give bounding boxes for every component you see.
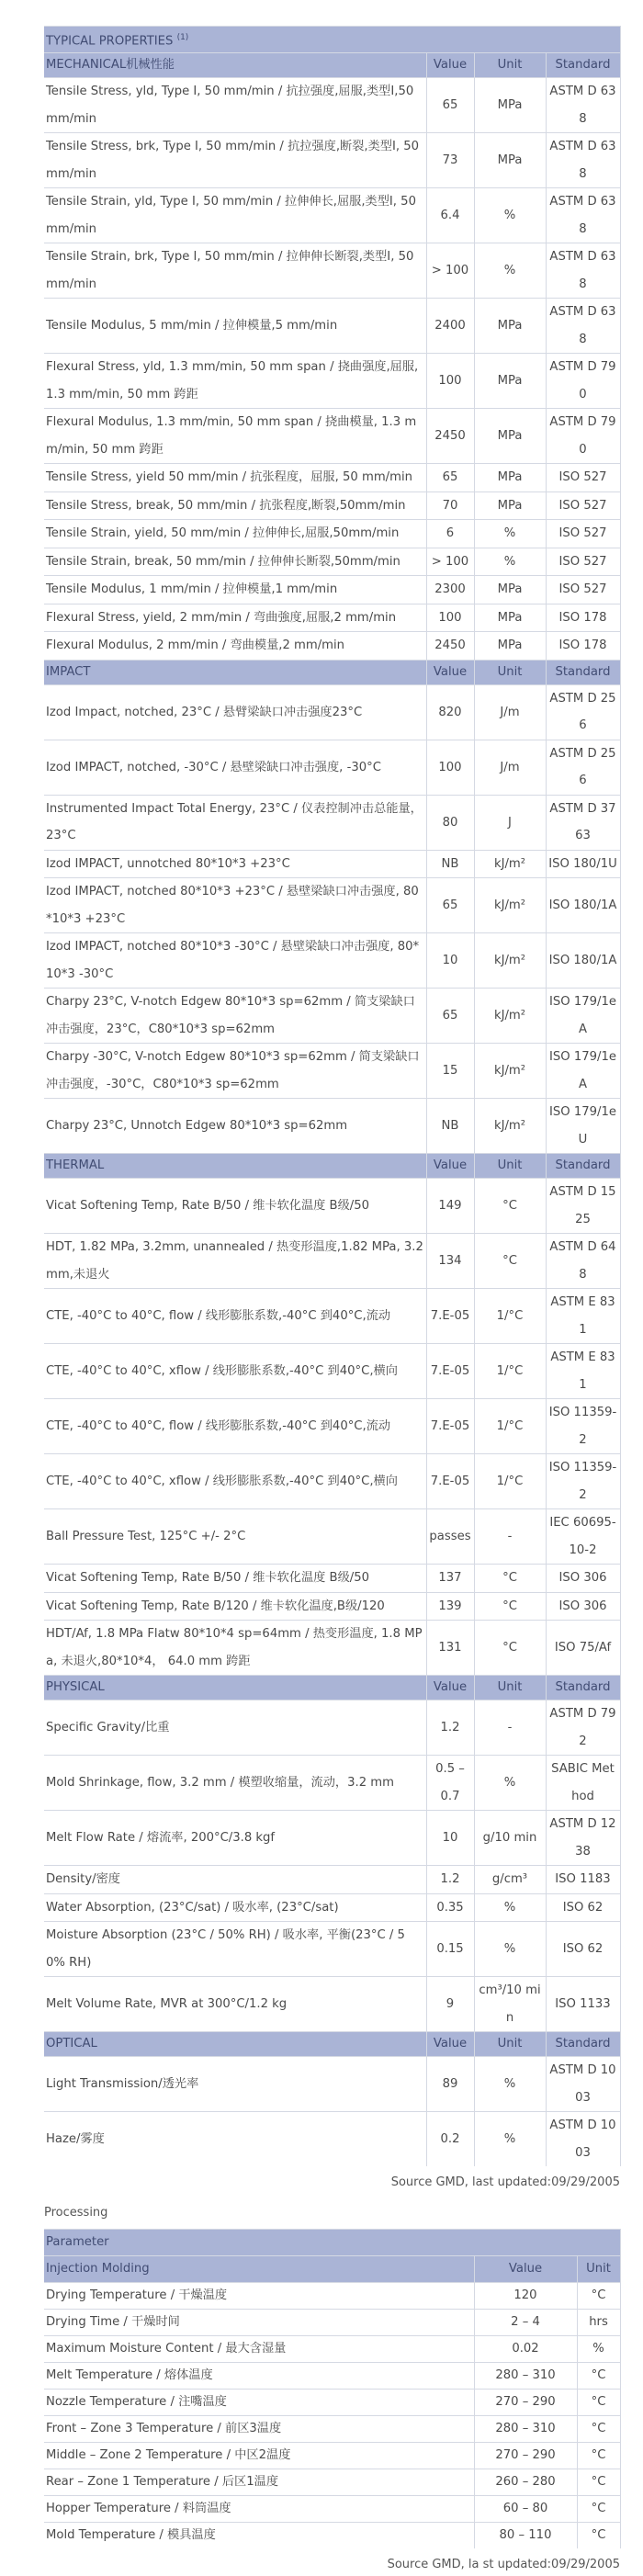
property-value: 2450 — [426, 409, 474, 464]
property-name: Vicat Softening Temp, Rate B/50 / 维卡软化温度 B级/50 — [44, 1179, 426, 1234]
property-name: CTE, -40°C to 40°C, xflow / 线形膨胀系数,-40°C 到40°C,横向 — [44, 1454, 426, 1509]
property-name: Mold Shrinkage, flow, 3.2 mm / 模塑收缩量，流动，3.2 mm — [44, 1756, 426, 1811]
property-standard: ISO 75/Af — [546, 1621, 620, 1676]
section-header — [44, 660, 620, 684]
property-name: Tensile Stress, yld, Type I, 50 mm/min / 抗拉强度,屈服,类型I,50 mm/min — [44, 78, 426, 133]
property-name: Water Absorption, (23°C/sat) / 吸水率, (23°C/sat) — [44, 1893, 426, 1922]
property-standard: IEC 60695-10-2 — [546, 1509, 620, 1565]
property-value: 89 — [426, 2057, 474, 2112]
property-standard: ISO 527 — [546, 520, 620, 548]
property-standard: ISO 62 — [546, 1922, 620, 1977]
col-value-header: Value — [426, 1676, 474, 1700]
processing-section-header — [44, 2256, 620, 2283]
property-row — [44, 576, 620, 604]
property-standard: ISO 527 — [546, 464, 620, 492]
property-value: 131 — [426, 1621, 474, 1676]
property-row — [44, 1922, 620, 1977]
property-row — [44, 1756, 620, 1811]
property-value: 139 — [426, 1592, 474, 1621]
property-unit: 1/°C — [474, 1344, 546, 1399]
property-unit: % — [474, 1756, 546, 1811]
property-value: passes — [426, 1509, 474, 1565]
property-unit: % — [474, 520, 546, 548]
property-unit: % — [474, 1893, 546, 1922]
property-unit: J — [474, 795, 546, 850]
col-unit-header: Unit — [474, 2032, 546, 2057]
property-standard: ISO 11359-2 — [546, 1399, 620, 1454]
property-standard: SABIC Method — [546, 1756, 620, 1811]
property-name: Izod Impact, notched, 23°C / 悬臂梁缺口冲击强度23°C — [44, 684, 426, 740]
property-standard: ASTM D 638 — [546, 133, 620, 188]
processing-row — [44, 2336, 620, 2363]
section-name: IMPACT — [44, 660, 426, 684]
property-row — [44, 133, 620, 188]
section-name: MECHANICAL机械性能 — [44, 53, 426, 78]
property-value: 7.E-05 — [426, 1454, 474, 1509]
processing-row — [44, 2310, 620, 2336]
processing-unit: °C — [577, 2390, 620, 2416]
property-value: 65 — [426, 78, 474, 133]
property-standard: ISO 179/1eA — [546, 1044, 620, 1099]
property-row — [44, 989, 620, 1044]
property-unit: g/10 min — [474, 1811, 546, 1866]
footnote-mark: (1) — [176, 33, 189, 42]
property-standard: ISO 306 — [546, 1565, 620, 1593]
processing-parameter: Rear – Zone 1 Temperature / 后区1温度 — [44, 2469, 474, 2496]
property-standard: ASTM D 1003 — [546, 2112, 620, 2167]
property-value: 9 — [426, 1977, 474, 2032]
property-value: 65 — [426, 989, 474, 1044]
property-unit: MPa — [474, 464, 546, 492]
property-row — [44, 520, 620, 548]
processing-unit: °C — [577, 2283, 620, 2310]
processing-row — [44, 2363, 620, 2390]
property-standard: ISO 527 — [546, 548, 620, 576]
property-unit: MPa — [474, 604, 546, 632]
property-name: Izod IMPACT, unnotched 80*10*3 +23°C — [44, 850, 426, 878]
property-row — [44, 188, 620, 243]
property-value: 10 — [426, 933, 474, 989]
property-value: 1.2 — [426, 1866, 474, 1894]
property-name: Flexural Stress, yield, 2 mm/min / 弯曲強度,屈服,2 mm/min — [44, 604, 426, 632]
processing-value: 270 – 290 — [474, 2443, 577, 2469]
property-unit: % — [474, 188, 546, 243]
property-value: 0.15 — [426, 1922, 474, 1977]
processing-parameter-label: Parameter — [44, 2230, 620, 2256]
property-standard: ISO 527 — [546, 491, 620, 520]
section-name: OPTICAL — [44, 2032, 426, 2057]
processing-parameter-header — [44, 2230, 620, 2256]
section-name: PHYSICAL — [44, 1676, 426, 1700]
processing-unit: hrs — [577, 2310, 620, 2336]
property-standard: ISO 11359-2 — [546, 1454, 620, 1509]
property-standard: ASTM D 638 — [546, 78, 620, 133]
property-row — [44, 1344, 620, 1399]
property-name: Melt Volume Rate, MVR at 300°C/1.2 kg — [44, 1977, 426, 2032]
property-value: 2400 — [426, 299, 474, 354]
col-unit-header: Unit — [474, 660, 546, 684]
property-unit: °C — [474, 1179, 546, 1234]
property-name: Tensile Strain, break, 50 mm/min / 拉伸伸长断裂,50mm/min — [44, 548, 426, 576]
property-unit: 1/°C — [474, 1454, 546, 1509]
col-standard-header: Standard — [546, 1154, 620, 1179]
property-row — [44, 740, 620, 795]
property-value: > 100 — [426, 548, 474, 576]
property-name: CTE, -40°C to 40°C, xflow / 线形膨胀系数,-40°C 到40°C,横向 — [44, 1344, 426, 1399]
property-name: Tensile Stress, break, 50 mm/min / 抗张程度,断裂,50mm/min — [44, 491, 426, 520]
property-row — [44, 1099, 620, 1154]
property-row — [44, 2112, 620, 2167]
processing-col-value: Value — [474, 2256, 577, 2283]
property-row — [44, 548, 620, 576]
property-unit: % — [474, 548, 546, 576]
processing-source-note: Source GMD, la st updated:09/29/2005 — [387, 2558, 620, 2572]
property-value: 100 — [426, 740, 474, 795]
property-unit: g/cm³ — [474, 1866, 546, 1894]
property-row — [44, 491, 620, 520]
processing-row — [44, 2469, 620, 2496]
processing-value: 60 – 80 — [474, 2496, 577, 2523]
property-name: Tensile Strain, brk, Type I, 50 mm/min / 拉伸伸长断裂,类型I, 50 mm/min — [44, 243, 426, 299]
property-row — [44, 1866, 620, 1894]
processing-parameter: Drying Time / 干燥时间 — [44, 2310, 474, 2336]
property-name: Light Transmission/透光率 — [44, 2057, 426, 2112]
property-row — [44, 299, 620, 354]
property-name: CTE, -40°C to 40°C, flow / 线形膨胀系数,-40°C 到40°C,流动 — [44, 1289, 426, 1344]
property-standard: ASTM D 638 — [546, 299, 620, 354]
property-value: 0.5 – 0.7 — [426, 1756, 474, 1811]
processing-unit: °C — [577, 2443, 620, 2469]
processing-value: 270 – 290 — [474, 2390, 577, 2416]
processing-row — [44, 2416, 620, 2443]
property-row — [44, 1509, 620, 1565]
processing-unit: °C — [577, 2523, 620, 2549]
property-standard: ISO 1133 — [546, 1977, 620, 2032]
property-unit: - — [474, 1700, 546, 1756]
property-value: 65 — [426, 878, 474, 933]
property-name: HDT/Af, 1.8 MPa Flatw 80*10*4 sp=64mm / 热变形温度, 1.8 MPa, 未退火,80*10*4， 64.0 mm 跨距 — [44, 1621, 426, 1676]
property-standard: ISO 180/1U — [546, 850, 620, 878]
property-unit: % — [474, 2057, 546, 2112]
property-row — [44, 243, 620, 299]
col-unit-header: Unit — [474, 1154, 546, 1179]
property-unit: MPa — [474, 78, 546, 133]
processing-row — [44, 2523, 620, 2549]
processing-row — [44, 2496, 620, 2523]
processing-parameter: Nozzle Temperature / 注嘴温度 — [44, 2390, 474, 2416]
property-value: 134 — [426, 1234, 474, 1289]
property-unit: J/m — [474, 740, 546, 795]
col-unit-header: Unit — [474, 1676, 546, 1700]
property-unit: MPa — [474, 491, 546, 520]
property-row — [44, 1592, 620, 1621]
property-row — [44, 1565, 620, 1593]
property-row — [44, 464, 620, 492]
col-standard-header: Standard — [546, 2032, 620, 2057]
property-name: Charpy 23°C, V-notch Edgew 80*10*3 sp=62mm / 简支梁缺口冲击强度，23°C，C80*10*3 sp=62mm — [44, 989, 426, 1044]
property-value: 6 — [426, 520, 474, 548]
property-standard: ASTM D 790 — [546, 409, 620, 464]
typical-properties-table — [44, 26, 621, 2166]
property-standard: ASTM D 792 — [546, 1700, 620, 1756]
processing-value: 120 — [474, 2283, 577, 2310]
col-standard-header: Standard — [546, 1676, 620, 1700]
property-name: Tensile Stress, yield 50 mm/min / 抗张程度，屈服, 50 mm/min — [44, 464, 426, 492]
property-name: Tensile Modulus, 1 mm/min / 拉伸模量,1 mm/min — [44, 576, 426, 604]
property-name: Charpy -30°C, V-notch Edgew 80*10*3 sp=62mm / 简支梁缺口冲击强度，-30°C，C80*10*3 sp=62mm — [44, 1044, 426, 1099]
processing-value: 280 – 310 — [474, 2416, 577, 2443]
processing-value: 2 – 4 — [474, 2310, 577, 2336]
property-standard: ASTM D 256 — [546, 740, 620, 795]
processing-value: 280 – 310 — [474, 2363, 577, 2390]
processing-unit: °C — [577, 2496, 620, 2523]
property-standard: ISO 306 — [546, 1592, 620, 1621]
processing-row — [44, 2443, 620, 2469]
property-name: Tensile Strain, yield, 50 mm/min / 拉伸伸长,屈服,50mm/min — [44, 520, 426, 548]
property-name: HDT, 1.82 MPa, 3.2mm, unannealed / 热变形温度,1.82 MPa, 3.2mm,未退火 — [44, 1234, 426, 1289]
processing-parameter: Middle – Zone 2 Temperature / 中区2温度 — [44, 2443, 474, 2469]
property-unit: - — [474, 1509, 546, 1565]
property-row — [44, 1893, 620, 1922]
property-value: 820 — [426, 684, 474, 740]
col-value-header: Value — [426, 660, 474, 684]
property-standard: ASTM E 831 — [546, 1289, 620, 1344]
property-value: NB — [426, 1099, 474, 1154]
property-value: 7.E-05 — [426, 1399, 474, 1454]
property-unit: kJ/m² — [474, 878, 546, 933]
property-unit: kJ/m² — [474, 933, 546, 989]
col-value-header: Value — [426, 53, 474, 78]
property-value: 0.2 — [426, 2112, 474, 2167]
processing-unit: °C — [577, 2416, 620, 2443]
property-standard: ASTM D 638 — [546, 243, 620, 299]
property-value: 137 — [426, 1565, 474, 1593]
property-unit: MPa — [474, 299, 546, 354]
property-row — [44, 1977, 620, 2032]
property-value: 2450 — [426, 632, 474, 661]
property-unit: kJ/m² — [474, 850, 546, 878]
property-row — [44, 354, 620, 409]
property-name: Specific Gravity/比重 — [44, 1700, 426, 1756]
property-name: Flexural Modulus, 2 mm/min / 弯曲模量,2 mm/min — [44, 632, 426, 661]
typical-properties-header — [44, 27, 620, 53]
typical-source-note: Source GMD, last updated:09/29/2005 — [390, 2175, 620, 2190]
section-header — [44, 53, 620, 78]
property-name: Ball Pressure Test, 125°C +/- 2°C — [44, 1509, 426, 1565]
property-standard: ISO 1183 — [546, 1866, 620, 1894]
property-standard: ISO 179/1eA — [546, 989, 620, 1044]
property-name: Vicat Softening Temp, Rate B/50 / 维卡软化温度 B级/50 — [44, 1565, 426, 1593]
property-unit: kJ/m² — [474, 1044, 546, 1099]
property-row — [44, 604, 620, 632]
section-header — [44, 2032, 620, 2057]
property-name: Flexural Stress, yld, 1.3 mm/min, 50 mm span / 挠曲强度,屈服, 1.3 mm/min, 50 mm 跨距 — [44, 354, 426, 409]
processing-unit: % — [577, 2336, 620, 2363]
property-name: Izod IMPACT, notched, -30°C / 悬壁梁缺口冲击强度, -30°C — [44, 740, 426, 795]
property-row — [44, 1289, 620, 1344]
section-header — [44, 1154, 620, 1179]
property-value: 73 — [426, 133, 474, 188]
property-unit: MPa — [474, 409, 546, 464]
processing-parameter: Melt Temperature / 熔体温度 — [44, 2363, 474, 2390]
property-standard: ASTM D 1525 — [546, 1179, 620, 1234]
property-value: 1.2 — [426, 1700, 474, 1756]
processing-col-unit: Unit — [577, 2256, 620, 2283]
property-unit: kJ/m² — [474, 989, 546, 1044]
property-row — [44, 2057, 620, 2112]
col-standard-header: Standard — [546, 53, 620, 78]
property-unit: °C — [474, 1565, 546, 1593]
property-unit: MPa — [474, 632, 546, 661]
property-unit: °C — [474, 1234, 546, 1289]
property-value: 149 — [426, 1179, 474, 1234]
property-standard: ASTM D 648 — [546, 1234, 620, 1289]
property-name: Moisture Absorption (23°C / 50% RH) / 吸水率, 平衡(23°C / 50% RH) — [44, 1922, 426, 1977]
property-unit: cm³/10 min — [474, 1977, 546, 2032]
processing-title: Processing — [44, 2206, 108, 2220]
property-name: Vicat Softening Temp, Rate B/120 / 维卡软化温度,B级/120 — [44, 1592, 426, 1621]
processing-section-name: Injection Molding — [44, 2256, 474, 2283]
property-unit: MPa — [474, 354, 546, 409]
property-row — [44, 1179, 620, 1234]
property-unit: MPa — [474, 576, 546, 604]
property-name: Melt Flow Rate / 熔流率, 200°C/3.8 kgf — [44, 1811, 426, 1866]
property-name: Charpy 23°C, Unnotch Edgew 80*10*3 sp=62mm — [44, 1099, 426, 1154]
section-header — [44, 1676, 620, 1700]
property-row — [44, 850, 620, 878]
property-value: 100 — [426, 354, 474, 409]
property-standard: ASTM D 256 — [546, 684, 620, 740]
processing-value: 260 – 280 — [474, 2469, 577, 2496]
property-row — [44, 684, 620, 740]
processing-value: 80 – 110 — [474, 2523, 577, 2549]
property-row — [44, 878, 620, 933]
property-value: 80 — [426, 795, 474, 850]
property-row — [44, 409, 620, 464]
col-value-header: Value — [426, 2032, 474, 2057]
property-name: CTE, -40°C to 40°C, flow / 线形膨胀系数,-40°C 到40°C,流动 — [44, 1399, 426, 1454]
property-value: 7.E-05 — [426, 1289, 474, 1344]
property-unit: kJ/m² — [474, 1099, 546, 1154]
property-row — [44, 1811, 620, 1866]
property-standard: ISO 527 — [546, 576, 620, 604]
property-name: Izod IMPACT, notched 80*10*3 -30°C / 悬壁梁缺口冲击强度, 80*10*3 -30°C — [44, 933, 426, 989]
property-standard: ASTM D 790 — [546, 354, 620, 409]
col-unit-header: Unit — [474, 53, 546, 78]
property-row — [44, 933, 620, 989]
property-value: 70 — [426, 491, 474, 520]
property-standard: ASTM D 1003 — [546, 2057, 620, 2112]
processing-value: 0.02 — [474, 2336, 577, 2363]
property-standard: ISO 180/1A — [546, 933, 620, 989]
property-standard: ISO 179/1eU — [546, 1099, 620, 1154]
processing-unit: °C — [577, 2363, 620, 2390]
property-unit: MPa — [474, 133, 546, 188]
property-row — [44, 1454, 620, 1509]
property-row — [44, 78, 620, 133]
property-name: Flexural Modulus, 1.3 mm/min, 50 mm span / 挠曲模量, 1.3 mm/min, 50 mm 跨距 — [44, 409, 426, 464]
property-row — [44, 1234, 620, 1289]
property-name: Haze/雾度 — [44, 2112, 426, 2167]
property-standard: ASTM D 1238 — [546, 1811, 620, 1866]
property-value: 65 — [426, 464, 474, 492]
typical-properties-title: TYPICAL PROPERTIES — [46, 34, 174, 49]
property-name: Tensile Modulus, 5 mm/min / 拉伸模量,5 mm/min — [44, 299, 426, 354]
property-value: 0.35 — [426, 1893, 474, 1922]
processing-parameter: Front – Zone 3 Temperature / 前区3温度 — [44, 2416, 474, 2443]
property-unit: % — [474, 243, 546, 299]
col-value-header: Value — [426, 1154, 474, 1179]
property-standard: ASTM E 831 — [546, 1344, 620, 1399]
datasheet — [44, 26, 620, 2576]
property-standard: ISO 178 — [546, 632, 620, 661]
processing-row — [44, 2283, 620, 2310]
processing-unit: °C — [577, 2469, 620, 2496]
property-standard: ISO 180/1A — [546, 878, 620, 933]
processing-table — [44, 2229, 621, 2548]
property-unit: °C — [474, 1592, 546, 1621]
processing-parameter: Hopper Temperature / 料筒温度 — [44, 2496, 474, 2523]
property-row — [44, 795, 620, 850]
section-name: THERMAL — [44, 1154, 426, 1179]
property-name: Tensile Strain, yld, Type I, 50 mm/min / 拉伸伸长,屈服,类型I, 50 mm/min — [44, 188, 426, 243]
processing-parameter: Maximum Moisture Content / 最大含湿量 — [44, 2336, 474, 2363]
processing-row — [44, 2390, 620, 2416]
property-name: Density/密度 — [44, 1866, 426, 1894]
property-name: Tensile Stress, brk, Type I, 50 mm/min / 抗拉强度,断裂,类型I, 50 mm/min — [44, 133, 426, 188]
property-row — [44, 1044, 620, 1099]
property-unit: 1/°C — [474, 1399, 546, 1454]
property-value: 15 — [426, 1044, 474, 1099]
property-standard: ASTM D 3763 — [546, 795, 620, 850]
property-row — [44, 1399, 620, 1454]
processing-parameter: Drying Temperature / 干燥温度 — [44, 2283, 474, 2310]
property-value: NB — [426, 850, 474, 878]
property-name: Izod IMPACT, notched 80*10*3 +23°C / 悬壁梁缺口冲击强度, 80*10*3 +23°C — [44, 878, 426, 933]
property-name: Instrumented Impact Total Energy, 23°C / 仪表控制冲击总能量，23°C — [44, 795, 426, 850]
col-standard-header: Standard — [546, 660, 620, 684]
property-unit: °C — [474, 1621, 546, 1676]
property-value: 7.E-05 — [426, 1344, 474, 1399]
property-value: 100 — [426, 604, 474, 632]
property-value: > 100 — [426, 243, 474, 299]
property-unit: J/m — [474, 684, 546, 740]
property-value: 6.4 — [426, 188, 474, 243]
property-row — [44, 1700, 620, 1756]
property-row — [44, 1621, 620, 1676]
property-unit: 1/°C — [474, 1289, 546, 1344]
property-unit: % — [474, 1922, 546, 1977]
property-standard: ISO 178 — [546, 604, 620, 632]
property-value: 2300 — [426, 576, 474, 604]
property-standard: ISO 62 — [546, 1893, 620, 1922]
processing-parameter: Mold Temperature / 模具温度 — [44, 2523, 474, 2549]
property-standard: ASTM D 638 — [546, 188, 620, 243]
property-unit: % — [474, 2112, 546, 2167]
property-row — [44, 632, 620, 661]
property-value: 10 — [426, 1811, 474, 1866]
